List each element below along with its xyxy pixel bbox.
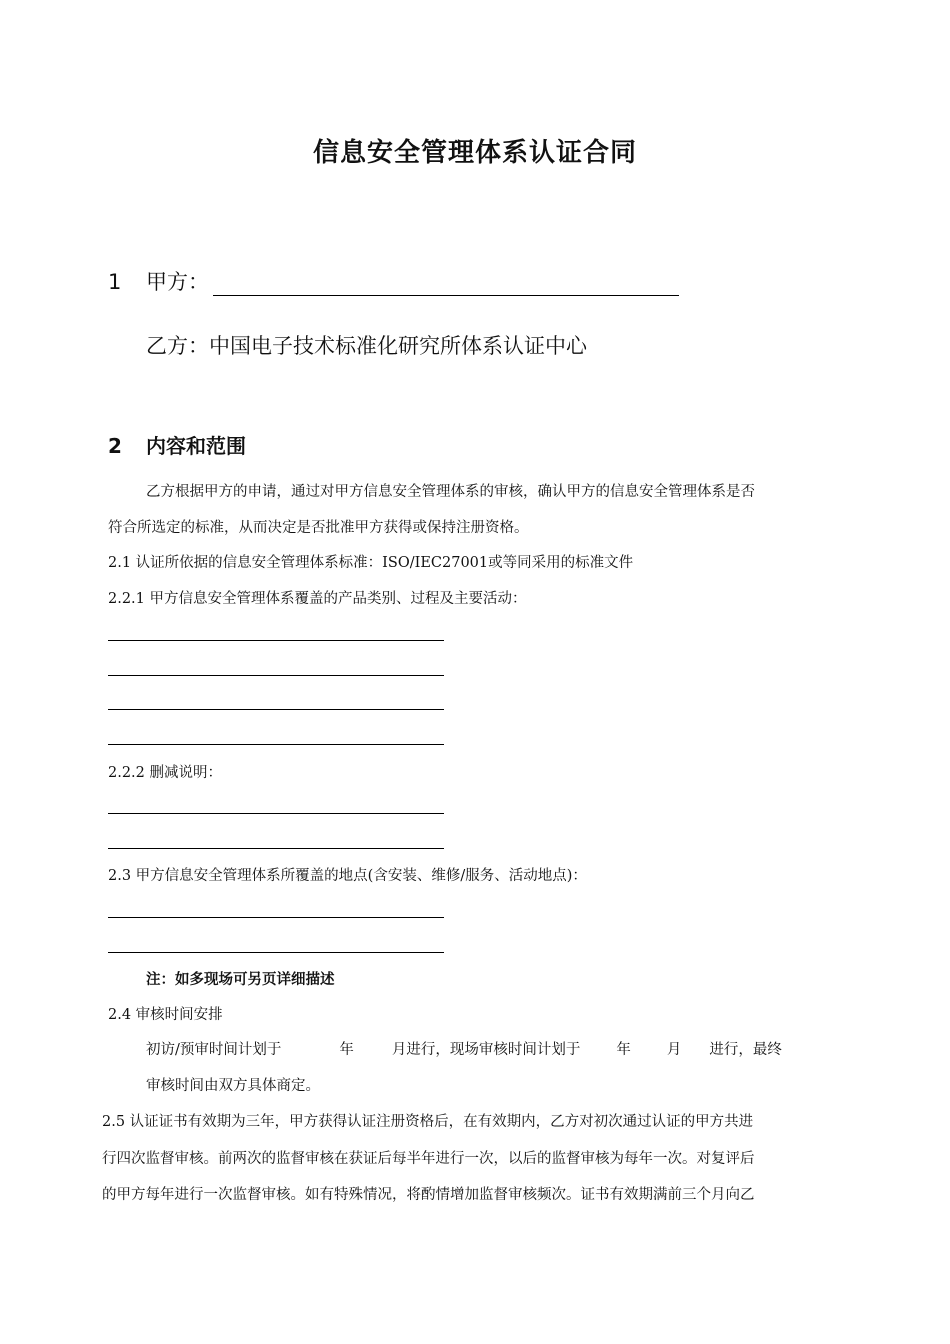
- party-a-row: [108, 266, 679, 296]
- blank-line[interactable]: [108, 813, 444, 814]
- schedule-line-2: 审核时间由双方具体商定。: [146, 1078, 320, 1094]
- document-title: 信息安全管理体系认证合同: [312, 138, 637, 168]
- blank-line[interactable]: [108, 640, 444, 641]
- party-a-label: 甲方：: [146, 270, 209, 294]
- section-1-number: 1: [108, 270, 122, 294]
- clause-2-1: 2.1 认证所依据的信息安全管理体系标准：ISO/IEC27001或等同采用的标准文件: [108, 555, 634, 571]
- blank-line[interactable]: [108, 917, 444, 918]
- clause-2-5-line-3: 的甲方每年进行一次监督审核。如有特殊情况，将酌情增加监督审核频次。证书有效期满前三个月向乙: [102, 1187, 755, 1203]
- party-a-fill-line[interactable]: [213, 273, 679, 296]
- section-2-number: 2: [108, 434, 122, 458]
- schedule-part-1: 初访/预审时间计划于: [146, 1042, 282, 1058]
- note-text: 注：如多现场可另页详细描述: [146, 971, 335, 988]
- schedule-month-2: 月: [666, 1042, 682, 1058]
- schedule-year-2: 年: [616, 1042, 631, 1058]
- section-2-heading: [108, 430, 246, 459]
- clause-2-4: 2.4 审核时间安排: [108, 1007, 223, 1023]
- schedule-year-1: 年: [339, 1042, 354, 1058]
- schedule-part-6: 进行，最终: [709, 1042, 782, 1058]
- intro-line-1: 乙方根据甲方的申请，通过对甲方信息安全管理体系的审核，确认甲方的信息安全管理体系是否: [146, 484, 755, 500]
- schedule-line-1: [146, 1040, 782, 1060]
- blank-line[interactable]: [108, 744, 444, 745]
- blank-line[interactable]: [108, 709, 444, 710]
- intro-line-2: 符合所选定的标准，从而决定是否批准甲方获得或保持注册资格。: [108, 520, 529, 536]
- clause-2-2-2: 2.2.2 删减说明：: [108, 765, 223, 781]
- blank-line[interactable]: [108, 848, 444, 849]
- clause-2-5-line-1: 2.5 认证证书有效期为三年，甲方获得认证注册资格后，在有效期内，乙方对初次通过认证的甲方共进: [102, 1114, 754, 1130]
- section-2-title: 内容和范围: [146, 434, 246, 458]
- blank-line[interactable]: [108, 952, 444, 953]
- party-b-text: 乙方：中国电子技术标准化研究所体系认证中心: [146, 334, 587, 358]
- blank-line[interactable]: [108, 675, 444, 676]
- clause-2-2-1: 2.2.1 甲方信息安全管理体系覆盖的产品类别、过程及主要活动：: [108, 591, 527, 607]
- clause-2-3: 2.3 甲方信息安全管理体系所覆盖的地点(含安装、维修/服务、活动地点)：: [108, 868, 587, 884]
- clause-2-5-line-2: 行四次监督审核。前两次的监督审核在获证后每半年进行一次，以后的监督审核为每年一次。对复评后: [102, 1151, 755, 1167]
- schedule-part-3: 月进行，现场审核时间计划于: [391, 1042, 581, 1058]
